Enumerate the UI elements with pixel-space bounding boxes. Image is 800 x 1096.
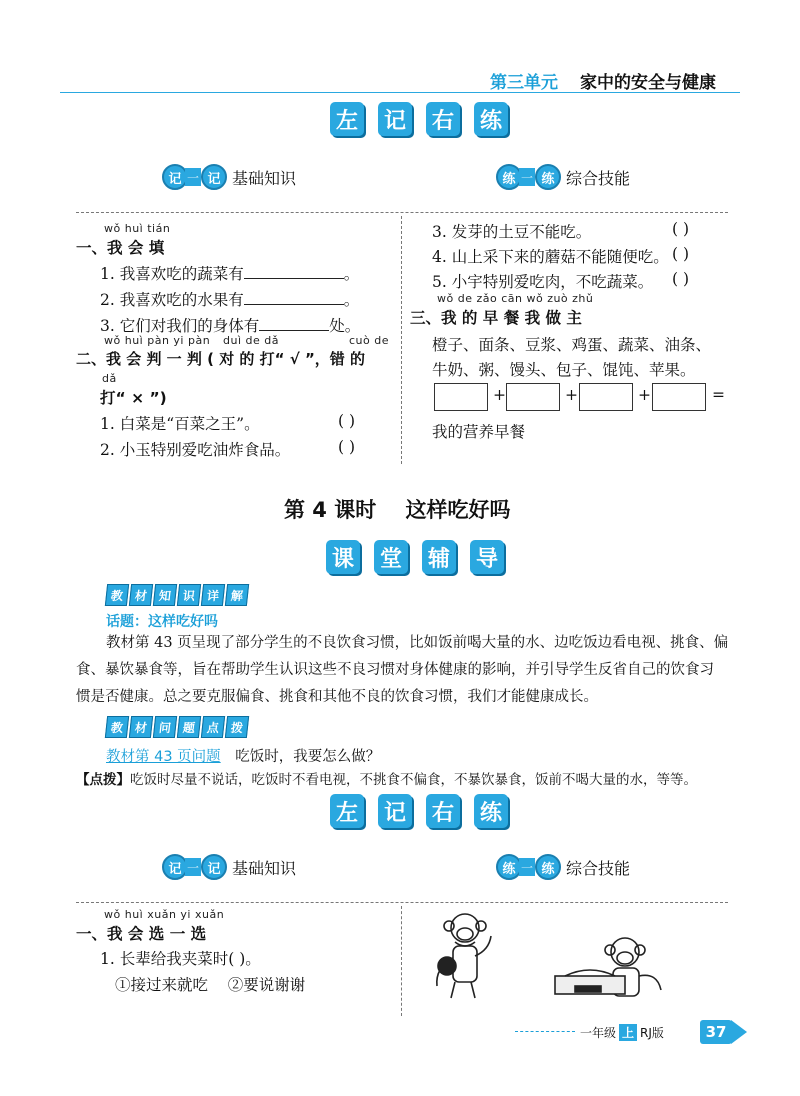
grade-label: 一年级 — [580, 1026, 617, 1040]
pinyin: dǎ — [102, 372, 117, 385]
pinyin: wǒ de zǎo cān wǒ zuò zhǔ — [437, 292, 594, 305]
answer-blank[interactable] — [244, 290, 344, 305]
question-title-choose: 一、我 会 选 一 选 — [76, 925, 207, 943]
fill-text: 2. 我喜欢吃的水果有 — [100, 291, 244, 309]
tag-label: 基础知识 — [232, 168, 297, 188]
section-char: 材 — [129, 584, 153, 606]
answer-blank[interactable] — [244, 264, 344, 279]
page-arrow-icon — [731, 1020, 747, 1044]
judge-item-5: 5. 小宇特别爱吃肉，不吃蔬菜。 — [432, 273, 654, 291]
banner-char: 堂 — [374, 540, 408, 574]
judge-answer-paren[interactable]: ( ) — [672, 220, 690, 238]
pinyin: wǒ huì xuǎn yi xuǎn — [104, 908, 225, 921]
question-title-fill: 一、我 会 填 — [76, 239, 165, 257]
tag-bubble: 一 — [185, 858, 201, 876]
section-char: 材 — [129, 716, 153, 738]
section-char: 详 — [201, 584, 225, 606]
tag-bubble: 练 — [535, 854, 561, 880]
banner-char: 右 — [426, 794, 460, 828]
tag-comprehensive-skills-2 — [496, 854, 630, 880]
banner-char: 左 — [330, 102, 364, 136]
tag-bubble: 一 — [519, 168, 535, 186]
paragraph-text: 食、暴饮暴食等，旨在帮助学生认识这些不良习惯对身体健康的影响，并引导学生反省自己的饮食习 — [76, 662, 714, 678]
tag-bubble: 一 — [519, 858, 535, 876]
question-title-judge-cont: 打“ × ”) — [100, 389, 167, 407]
page-number: 37 — [700, 1020, 732, 1044]
tag-label: 综合技能 — [566, 168, 631, 188]
pinyin: wǒ huì tián — [104, 222, 171, 235]
tag-comprehensive-skills — [496, 164, 630, 190]
banner-char: 记 — [378, 794, 412, 828]
banner-char: 左 — [330, 794, 364, 828]
banner-char: 课 — [326, 540, 360, 574]
explanation-line-1 — [106, 630, 734, 657]
qa-question-row — [106, 745, 380, 766]
banner-zuoji-youlian-2 — [330, 794, 508, 828]
section-textbook-questions — [106, 716, 250, 738]
fill-item-3 — [100, 314, 360, 336]
banner-classroom-guide — [326, 540, 504, 574]
fill-end: 。 — [343, 265, 360, 283]
banner-zuoji-youlian — [330, 102, 508, 136]
tag-label: 综合技能 — [566, 858, 631, 878]
banner-char: 右 — [426, 102, 460, 136]
fill-text: 3. 它们对我们的身体有 — [100, 317, 260, 335]
tag-bubble: 练 — [496, 854, 522, 880]
banner-char: 记 — [378, 102, 412, 136]
banner-char: 辅 — [422, 540, 456, 574]
fill-end: 。 — [343, 291, 360, 309]
tag-basic-knowledge-2 — [162, 854, 296, 880]
section-divider — [76, 902, 728, 903]
hint-answer: 吃饭时尽量不说话，吃饭时不看电视，不挑食不偏食，不暴饮暴食，饭前不喝大量的水，等等。 — [130, 772, 697, 788]
breakfast-box-1[interactable] — [434, 383, 488, 411]
footer-rule — [515, 1031, 575, 1032]
plus-sign: + — [493, 386, 506, 404]
judge-item-3: 3. 发芽的土豆不能吃。 — [432, 223, 592, 241]
lesson-title: 第 4 课时 这样吃好吗 — [284, 498, 511, 522]
food-list-1: 橙子、面条、豆浆、鸡蛋、蔬菜、油条、 — [432, 336, 712, 354]
tag-label: 基础知识 — [232, 858, 297, 878]
section-char: 识 — [177, 584, 201, 606]
tag-bubble: 一 — [185, 168, 201, 186]
breakfast-result-label: 我的营养早餐 — [432, 423, 526, 441]
column-divider — [401, 216, 402, 464]
column-divider — [401, 906, 402, 1016]
judge-item-2: 2. 小玉特别爱吃油炸食品。 — [100, 441, 291, 459]
pinyin: cuò de — [349, 334, 389, 347]
judge-answer-paren[interactable]: ( ) — [672, 270, 690, 288]
section-divider — [76, 212, 728, 213]
section-char: 知 — [153, 584, 177, 606]
judge-answer-paren[interactable]: ( ) — [672, 245, 690, 263]
unit-title: 家中的安全与健康 — [580, 73, 716, 93]
section-char: 解 — [225, 584, 249, 606]
edition-label: RJ版 — [640, 1026, 664, 1040]
tag-bubble: 记 — [162, 854, 188, 880]
qa-question: 吃饭时，我要怎么做？ — [235, 749, 381, 765]
breakfast-box-2[interactable] — [506, 383, 560, 411]
tag-bubble: 练 — [496, 164, 522, 190]
tag-bubble: 记 — [201, 854, 227, 880]
qa-answer-row — [76, 768, 697, 788]
pinyin: wǒ huì pàn yi pàn — [104, 334, 211, 347]
equals-sign: = — [712, 386, 725, 404]
judge-answer-paren[interactable]: ( ) — [338, 438, 356, 456]
footer-edition — [580, 1024, 664, 1041]
food-list-2: 牛奶、粥、馒头、包子、馄饨、苹果。 — [432, 361, 696, 379]
fill-item-2 — [100, 288, 359, 310]
choice-question-1: 1. 长辈给我夹菜时( )。 — [100, 950, 261, 968]
paragraph-text: 教材第 43 页呈现了部分学生的不良饮食习惯，比如饭前喝大量的水、边吃饭边看电视、挑食、偏 — [106, 635, 729, 651]
banner-char: 练 — [474, 102, 508, 136]
tag-bubble: 记 — [201, 164, 227, 190]
judge-answer-paren[interactable]: ( ) — [338, 412, 356, 430]
breakfast-box-4[interactable] — [652, 383, 706, 411]
textbook-page-link[interactable]: 教材第 43 页问题 — [106, 749, 221, 765]
judge-item-1: 1. 白菜是“百菜之王”。 — [100, 415, 260, 433]
breakfast-box-3[interactable] — [579, 383, 633, 411]
question-title-judge: 二、我 会 判 一 判 ( 对 的 打“ √ ”，错 的 — [76, 350, 366, 368]
tag-basic-knowledge — [162, 164, 296, 190]
section-char: 点 — [201, 716, 225, 738]
fill-end: 处。 — [329, 317, 361, 335]
question-title-breakfast: 三、我 的 早 餐 我 做 主 — [410, 309, 582, 327]
tag-bubble: 练 — [535, 164, 561, 190]
hint-tag: 【点拨】 — [76, 772, 130, 788]
explanation-line-3 — [76, 684, 736, 711]
plus-sign: + — [565, 386, 578, 404]
section-char: 教 — [105, 584, 129, 606]
answer-blank[interactable] — [259, 316, 329, 331]
tag-bubble: 记 — [162, 164, 188, 190]
unit-label: 第三单元 — [490, 73, 558, 93]
fill-text: 1. 我喜欢吃的蔬菜有 — [100, 265, 244, 283]
topic-label: 话题：这样吃好吗 — [106, 614, 218, 630]
pinyin: duì de dǎ — [223, 334, 279, 347]
explanation-line-2 — [76, 657, 736, 684]
header-rule — [60, 92, 740, 93]
section-char: 教 — [105, 716, 129, 738]
section-char: 拨 — [225, 716, 249, 738]
paragraph-text: 惯是否健康。总之要克服偏食、挑食和其他不良的饮食习惯，我们才能健康成长。 — [76, 689, 598, 705]
section-char: 题 — [177, 716, 201, 738]
plus-sign: + — [638, 386, 651, 404]
section-char: 问 — [153, 716, 177, 738]
choice-options: ①接过来就吃 ②要说谢谢 — [115, 976, 306, 994]
banner-char: 练 — [474, 794, 508, 828]
judge-item-4: 4. 山上采下来的蘑菇不能随便吃。 — [432, 248, 669, 266]
fill-item-1 — [100, 262, 359, 284]
section-textbook-knowledge — [106, 584, 250, 606]
term-badge: 上 — [619, 1024, 637, 1041]
monkey-eating-illustration — [425, 906, 685, 1006]
banner-char: 导 — [470, 540, 504, 574]
